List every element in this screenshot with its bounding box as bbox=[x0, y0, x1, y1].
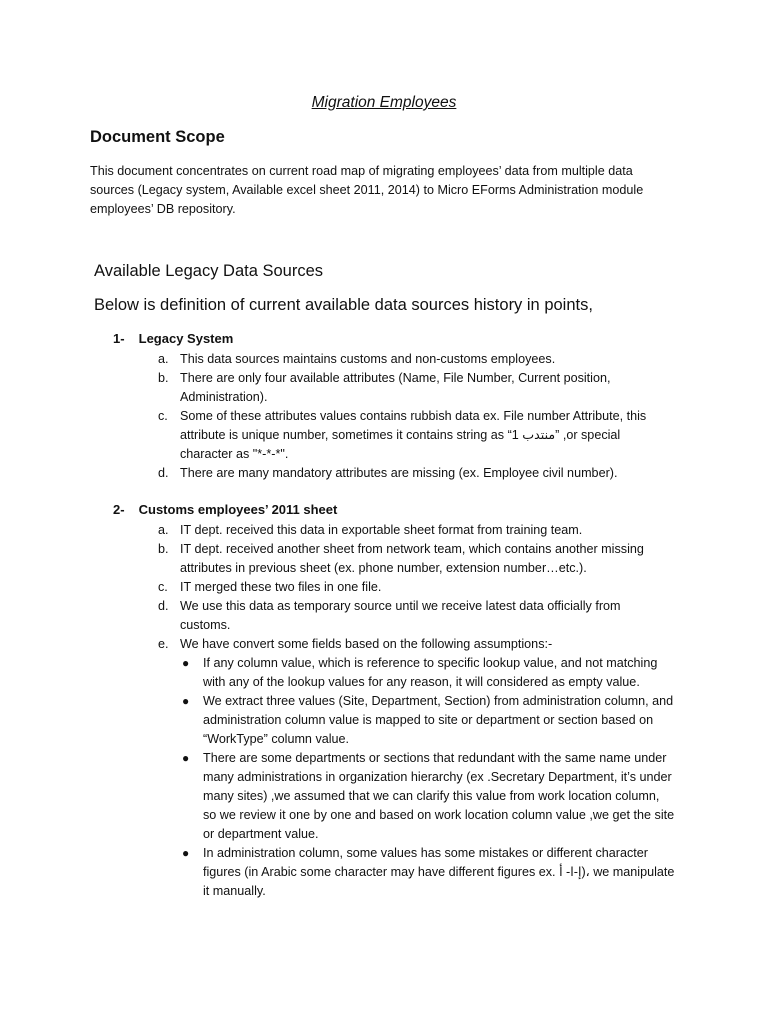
list-item-text: There are many mandatory attributes are missing (ex. Employee civil number). bbox=[180, 466, 618, 480]
list-item-text: This data sources maintains customs and non-customs employees. bbox=[180, 352, 556, 366]
list-item-text: IT dept. received another sheet from network team, which contains another missing attributes in previous sheet (ex. phone number, extension number…etc.). bbox=[180, 542, 644, 575]
document-scope-heading: Document Scope bbox=[90, 128, 225, 146]
bullet-item bbox=[182, 844, 675, 901]
section-2-list bbox=[0, 521, 675, 901]
bullet-icon: ● bbox=[182, 846, 190, 860]
bullet-icon: ● bbox=[182, 751, 190, 765]
list-item bbox=[0, 350, 658, 369]
bullet-item bbox=[182, 654, 675, 692]
list-marker: d. bbox=[158, 599, 169, 613]
section-1-heading bbox=[113, 331, 233, 346]
section-2-number: 2- bbox=[113, 502, 125, 517]
legacy-sources-intro: Below is definition of current available data sources history in points, bbox=[94, 296, 593, 314]
list-marker: e. bbox=[158, 637, 169, 651]
list-item bbox=[0, 464, 658, 483]
legacy-sources-heading: Available Legacy Data Sources bbox=[94, 262, 324, 280]
bullet-item bbox=[182, 749, 675, 844]
list-item bbox=[0, 578, 658, 597]
bullet-text: If any column value, which is reference to specific lookup value, and not matching with any of the lookup values for any reason, it will considered as empty value. bbox=[203, 656, 658, 689]
list-marker: a. bbox=[158, 352, 169, 366]
list-item-text: We have convert some fields based on the following assumptions:- bbox=[180, 637, 553, 651]
bullet-text: We extract three values (Site, Department, Section) from administration column, and administration column value is mapped to site or department or section based on “WorkType” column value. bbox=[203, 694, 674, 746]
document-scope-paragraph: This document concentrates on current road map of migrating employees’ data from multiple data sources (Legacy system, Available excel sheet 2011, 2014) to Micro EForms Administration module employees’ DB repository. bbox=[90, 164, 644, 216]
list-item-text: IT merged these two files in one file. bbox=[180, 580, 382, 594]
list-marker: b. bbox=[158, 371, 169, 385]
bullet-icon: ● bbox=[182, 656, 190, 670]
list-item-text: We use this data as temporary source until we receive latest data officially from customs. bbox=[180, 599, 621, 632]
assumptions-list bbox=[180, 654, 675, 901]
list-item-text: There are only four available attributes (Name, File Number, Current position, Administration). bbox=[180, 371, 611, 404]
section-2-title: Customs employees’ 2011 sheet bbox=[138, 502, 338, 517]
list-marker: d. bbox=[158, 466, 169, 480]
section-2-heading bbox=[113, 502, 337, 517]
list-marker: a. bbox=[158, 523, 169, 537]
list-item-text: Some of these attributes values contains rubbish data ex. File number Attribute, this attribute is unique number, sometimes it contains string as “1 منتدب” ,or special character as "*-*-*". bbox=[180, 409, 647, 461]
list-marker: c. bbox=[158, 580, 168, 594]
bullet-item bbox=[182, 692, 675, 749]
list-item bbox=[0, 635, 675, 901]
list-item bbox=[0, 540, 658, 578]
section-1-number: 1- bbox=[113, 331, 125, 346]
list-item bbox=[0, 407, 658, 464]
list-item bbox=[0, 369, 658, 407]
list-marker: b. bbox=[158, 542, 169, 556]
list-marker: c. bbox=[158, 409, 168, 423]
section-1-list bbox=[0, 350, 658, 483]
list-item bbox=[0, 521, 658, 540]
bullet-text: There are some departments or sections that redundant with the same name under many administrations in organization hierarchy (ex .Secretary Department, it’s under many sites) ,we assumed that we can clarify this value from work location column, so we review it one by one and based on work location column value ,we get the site or department value. bbox=[203, 751, 675, 841]
list-item-text: IT dept. received this data in exportable sheet format from training team. bbox=[180, 523, 583, 537]
document-title: Migration Employees bbox=[311, 94, 457, 111]
bullet-icon: ● bbox=[182, 694, 190, 708]
section-1-title: Legacy System bbox=[138, 331, 234, 346]
list-item bbox=[0, 597, 658, 635]
bullet-text: In administration column, some values has some mistakes or different character figures (in Arabic some character may have different figures ex. إ-ا- أ)، we manipulate it manually. bbox=[203, 846, 675, 898]
